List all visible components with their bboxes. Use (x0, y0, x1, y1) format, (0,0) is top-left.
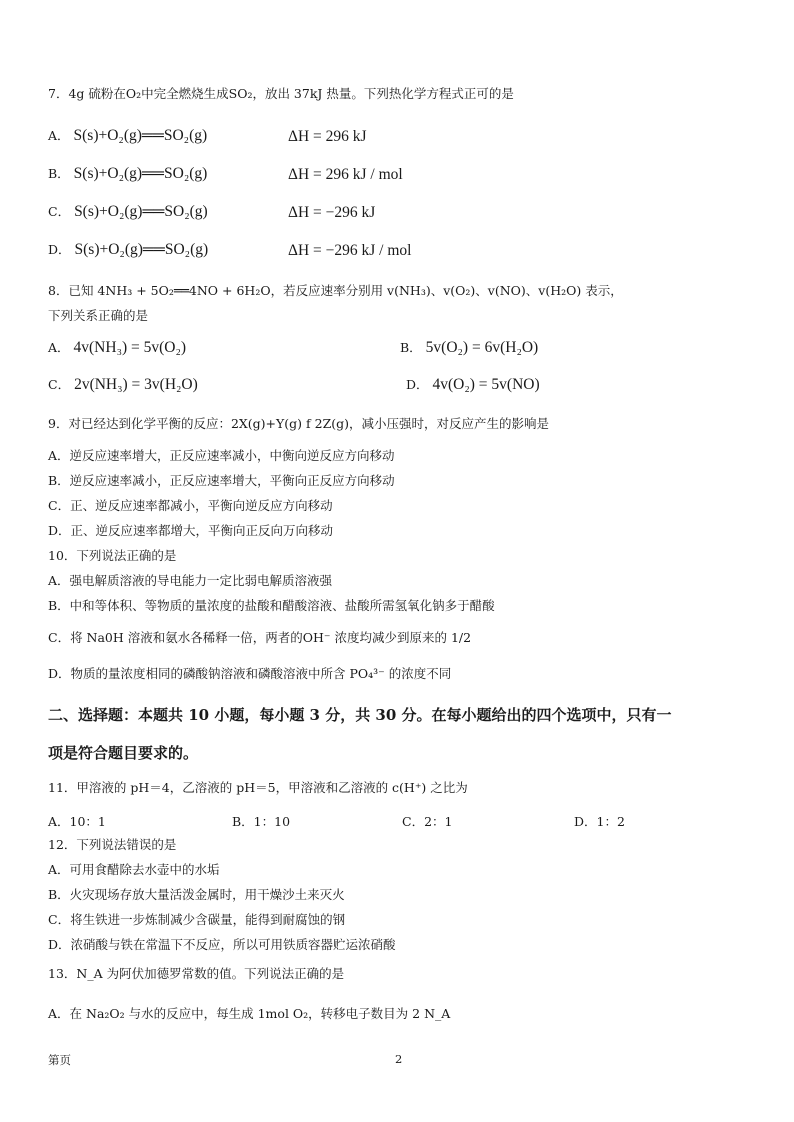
option-label: A． (48, 340, 70, 355)
q12-option-b: B．火灾现场存放大量活泼金属时，用干燥沙土来灭火 (48, 887, 345, 902)
q11-option-d: D．1：2 (574, 814, 625, 829)
q9-stem: 9．对已经达到化学平衡的反应：2X(g)+Y(g) f 2Z(g)，减小压强时，对反应产生的影响是 (48, 416, 550, 431)
q11-option-b: B．1：10 (232, 814, 291, 829)
q11-stem: 11．甲溶液的 pH＝4，乙溶液的 pH＝5，甲溶液和乙溶液的 c(H⁺) 之比为 (48, 780, 468, 795)
option-label: B． (48, 166, 70, 181)
q8-option-b (400, 338, 538, 358)
section-heading-continued: 项是符合题目要求的。 (48, 744, 199, 762)
q8-stem: 8．已知 4NH₃ + 5O₂══4NO + 6H₂O，若反应速率分别用 v(NH₃)、v(O₂)、v(NO)、v(H₂O) 表示， (48, 283, 623, 298)
q10-option-c: C．将 Na0H 溶液和氨水各稀释一倍，两者的OH⁻ 浓度均减少到原来的 1/2 (48, 630, 472, 645)
q8-option-c (48, 375, 198, 395)
q13-option-a: A．在 Na₂O₂ 与水的反应中，每生成 1mol O₂，转移电子数目为 2 N_A (48, 1006, 451, 1021)
q7-option-a-enthalpy: ΔH = 296 kJ (288, 128, 367, 145)
q7-option-b-enthalpy: ΔH = 296 kJ / mol (288, 166, 403, 183)
q9-option-a: A．逆反应速率增大，正反应速率减小，中衡向逆反应方向移动 (48, 448, 395, 463)
q13-stem: 13．N_A 为阿伏加德罗常数的值。下列说法正确的是 (48, 966, 345, 981)
q10-stem: 10．下列说法正确的是 (48, 548, 177, 563)
section-heading: 二、选择题：本题共 10 小题，每小题 3 分，共 30 分。在每小题给出的四个选项中，只有一 (48, 706, 672, 724)
q10-option-d: D．物质的量浓度相同的磷酸钠溶液和磷酸溶液中所含 PO₄³⁻ 的浓度不同 (48, 666, 452, 681)
option-label: D． (406, 377, 429, 392)
q9-option-b: B．逆反应速率减小，正反应速率增大，平衡向正反应方向移动 (48, 473, 395, 488)
q7-option-c-enthalpy: ΔH = −296 kJ (288, 204, 376, 221)
q7-option-c (48, 202, 208, 222)
q12-option-c: C．将生铁进一步炼制减少含碳量，能得到耐腐蚀的钢 (48, 912, 346, 927)
thermochemical-equation: S(s)+O₂(g)══SO₂(g) (73, 165, 208, 182)
q10-option-a: A．强电解质溶液的导电能力一定比弱电解质溶液强 (48, 573, 333, 588)
thermochemical-equation: S(s)+O₂(g)══SO₂(g) (74, 241, 209, 258)
q7-stem: 7．4g 硫粉在O₂中完全燃烧生成SO₂，放出 37kJ 热量。下列热化学方程式正可的是 (48, 86, 514, 101)
thermochemical-equation: S(s)+O₂(g)══SO₂(g) (74, 203, 208, 220)
rate-relation: 4v(O₂) = 5v(NO) (432, 376, 540, 393)
q12-stem: 12．下列说法错误的是 (48, 837, 177, 852)
q7-option-d-enthalpy: ΔH = −296 kJ / mol (288, 242, 412, 259)
option-label: A． (48, 128, 70, 143)
option-label: C． (48, 204, 71, 219)
q9-option-c: C．正、逆反应速率都减小，平衡向逆反应方向移动 (48, 498, 333, 513)
q9-option-d: D．正、逆反应速率都增大，平衡向正反向万向移动 (48, 523, 334, 538)
rate-relation: 4v(NH₃) = 5v(O₂) (73, 339, 187, 356)
q12-option-a: A．可用食醋除去水壶中的水垢 (48, 862, 220, 877)
rate-relation: 5v(O₂) = 6v(H₂O) (425, 339, 539, 356)
q11-option-a: A．10：1 (48, 814, 106, 829)
option-label: C． (48, 377, 71, 392)
q7-option-b (48, 164, 207, 184)
q12-option-d: D．浓硝酸与铁在常温下不反应，所以可用铁质容器贮运浓硝酸 (48, 937, 396, 952)
q8-option-a (48, 338, 186, 358)
option-label: D． (48, 242, 71, 257)
page-number: 2 (395, 1052, 403, 1066)
q8-option-d (406, 375, 540, 395)
q10-option-b: B．中和等体积、等物质的量浓度的盐酸和醋酸溶液、盐酸所需氢氧化钠多于醋酸 (48, 598, 495, 613)
option-label: B． (400, 340, 422, 355)
thermochemical-equation: S(s)+O₂(g)══SO₂(g) (73, 127, 208, 144)
q11-option-c: C．2：1 (402, 814, 453, 829)
rate-relation: 2v(NH₃) = 3v(H₂O) (74, 376, 198, 393)
q7-option-d (48, 240, 208, 260)
q8-stem-continued: 下列关系正确的是 (48, 308, 149, 323)
footer-page-label: 第页 (48, 1053, 71, 1067)
q7-option-a (48, 126, 207, 146)
